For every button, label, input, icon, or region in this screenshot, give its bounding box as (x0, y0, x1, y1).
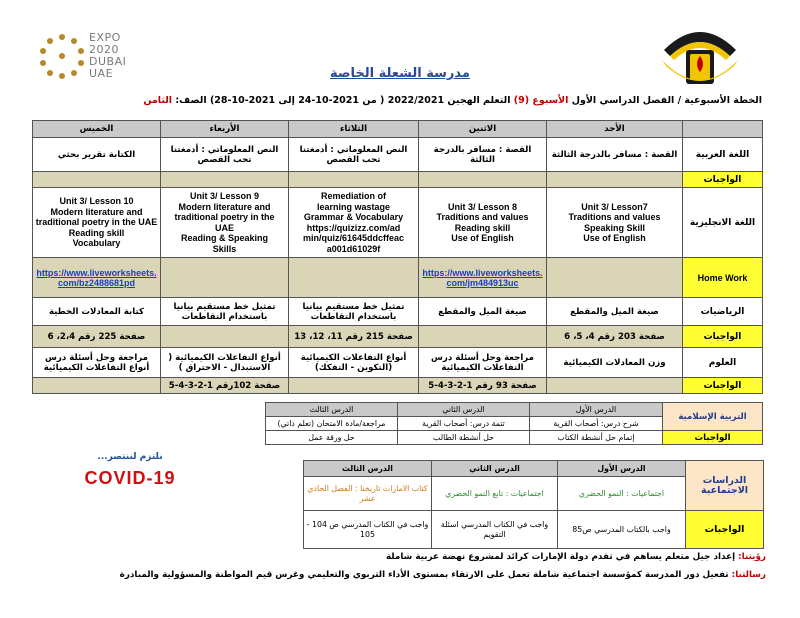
school-logo (652, 20, 748, 94)
plan-title (40, 95, 762, 106)
english-lesson-thursday: Unit 3/ Lesson 10 Modern literature and traditional poetry in the UAE Reading skill Vocabulary (33, 188, 161, 258)
math-homework-label: الواجبات (683, 326, 763, 348)
math-homework: صفحة 203 رقم 4، 5، 6 (547, 326, 683, 348)
islamic-homework: إتمام حل أنشطة الكتاب (530, 431, 663, 445)
islamic-lesson: مراجعة/مادة الامتحان (تعلم ذاتي) (266, 417, 398, 431)
social-homework: واجب بالكتاب المدرسي ص85 (558, 511, 686, 549)
home-work-label: Home Work (683, 258, 763, 298)
homework-link-thursday[interactable]: https://www.liveworksheets.com/bz2488681pd (33, 258, 161, 298)
science-homework-label: الواجبات (683, 378, 763, 394)
arabic-homework-label: الواجبات (683, 172, 763, 188)
mission-statement (40, 570, 766, 580)
english-lesson-wednesday: Unit 3/ Lesson 9 Modern literature and traditional poetry in the UAE Reading & Speaking Skills (161, 188, 289, 258)
math-homework: صفحة 215 رقم 11، 12، 13 (289, 326, 419, 348)
arabic-lesson: النص المعلوماتي : أدمغتنا تحب القصص (161, 138, 289, 172)
expo-line-3: DUBAI (89, 55, 127, 68)
subject-english: اللغة الانجليزية (683, 188, 763, 258)
plan-title-grade: الثامن (143, 95, 173, 106)
plan-title-part1: الخطة الأسبوعية / الفصل الدراسي الأول (568, 95, 762, 106)
expo-ring-icon (40, 34, 84, 78)
subject-science: العلوم (683, 348, 763, 378)
islamic-education-table (265, 402, 763, 445)
english-lesson-monday: Unit 3/ Lesson 8 Traditions and values Reading skill Use of English (419, 188, 547, 258)
islamic-lesson: تتمة درس: أصحاب القرية (398, 417, 530, 431)
social-header: الدرس الأول (558, 461, 686, 477)
vision-statement (40, 552, 766, 562)
mission-text: تفعيل دور المدرسة كمؤسسة اجتماعية شاملة تعمل على الارتقاء بمستوى الأداء التربوي والتعليمي وغرس قيم المواطنة والمسؤولية والمبادرة (119, 570, 732, 580)
math-homework: صفحة 225 رقم 2،4، 6 (33, 326, 161, 348)
weekly-plan-table (32, 120, 763, 394)
science-lesson: أنواع التفاعلات الكيميائية ( الاستبدال - الاحتراق ) (161, 348, 289, 378)
math-lesson: صيغة الميل والمقطع (419, 298, 547, 326)
arabic-row (33, 138, 763, 172)
expo-2020-logo (40, 28, 158, 84)
social-homework-label: الواجبات (686, 511, 764, 549)
math-lesson: تمثيل خط مستقيم بيانيا باستخدام التقاطعات (289, 298, 419, 326)
day-sunday: الأحد (547, 121, 683, 138)
social-homework: واجب في الكتاب المدرسي ص 104 - 105 (304, 511, 432, 549)
school-name: مدرسة الشعلة الخاصة (330, 66, 470, 81)
social-label: الدراسات الاجتماعية (686, 461, 764, 511)
science-homework: صفحة 93 رقم 1-2-3-4-5 (419, 378, 547, 394)
math-lesson: تمثيل خط مستقيم بيانيا باستخدام التقاطعات (161, 298, 289, 326)
covid-word: COVID-19 (84, 468, 176, 488)
math-lesson: صيغة الميل والمقطع (547, 298, 683, 326)
social-lesson: اجتماعيات : النمو الحضري (558, 477, 686, 511)
vision-key: رؤيتنا: (738, 552, 766, 562)
islamic-lesson: شرح درس: أصحاب القرية (530, 417, 663, 431)
social-header: الدرس الثاني (432, 461, 558, 477)
social-homework: واجب في الكتاب المدرسي اسئلة التقويم (432, 511, 558, 549)
plan-title-part2: التعلم الهجين 2022/2021 ( من 2021-10-24 إلى 2021-10-28) الصف: (172, 95, 514, 106)
social-header: الدرس الثالث (304, 461, 432, 477)
science-homework: صفحة 102رقم 1-2-3-4-5 (161, 378, 289, 394)
arabic-homework-row (33, 172, 763, 188)
islamic-header-row (266, 403, 763, 417)
english-row (33, 188, 763, 258)
science-lesson: أنواع التفاعلات الكيميائية (التكوين - التفكك) (289, 348, 419, 378)
science-homework-row (33, 378, 763, 394)
subject-arabic: اللغة العربية (683, 138, 763, 172)
corner-cell (683, 121, 763, 138)
social-lesson: اجتماعيات : تابع النمو الحضري (432, 477, 558, 511)
science-lesson: وزن المعادلات الكيميائية (547, 348, 683, 378)
english-lesson-sunday: Unit 3/ Lesson7 Traditions and values Speaking Skill Use of English (547, 188, 683, 258)
subject-math: الرياضيات (683, 298, 763, 326)
social-homework-row (304, 511, 764, 549)
arabic-lesson: القصة : مسافر بالدرجة الثالثة (547, 138, 683, 172)
expo-line-4: UAE (89, 67, 114, 80)
social-studies-table (303, 460, 764, 549)
math-lesson: كتابة المعادلات الخطية (33, 298, 161, 326)
islamic-homework: حل ورقة عمل (266, 431, 398, 445)
covid-banner (80, 452, 180, 512)
expo-line-1: EXPO (89, 31, 121, 44)
arabic-lesson: الكتابة تقرير بحثي (33, 138, 161, 172)
science-lesson: مراجعة وحل أسئلة درس أنواع التفاعلات الكيميائية (33, 348, 161, 378)
islamic-header: الدرس الأول (530, 403, 663, 417)
social-lesson: كتاب الامارات تاريخنا : الفصل الحادي عشر (304, 477, 432, 511)
expo-line-2: 2020 (89, 43, 119, 56)
islamic-header: الدرس الثاني (398, 403, 530, 417)
math-homework-row (33, 326, 763, 348)
english-homework-row (33, 258, 763, 298)
day-wednesday: الأربعاء (161, 121, 289, 138)
covid-slogan: نلتزم لننتصر... (97, 452, 163, 462)
homework-link-monday[interactable]: https://www.liveworksheets.com/jm484913uc (419, 258, 547, 298)
mission-key: رسالتنا: (731, 570, 766, 580)
islamic-homework-row (266, 431, 763, 445)
plan-title-week: الأسبوع (9) (513, 95, 569, 106)
islamic-header: الدرس الثالث (266, 403, 398, 417)
social-header-row (304, 461, 764, 477)
arabic-lesson: النص المعلوماتي : أدمغتنا تحب القصص (289, 138, 419, 172)
math-row (33, 298, 763, 326)
science-row (33, 348, 763, 378)
days-header-row (33, 121, 763, 138)
islamic-homework-label: الواجبات (663, 431, 763, 445)
science-lesson: مراجعة وحل أسئلة درس التفاعلات الكيميائية (419, 348, 547, 378)
day-thursday: الخميس (33, 121, 161, 138)
islamic-homework: حل أنشطة الطالب (398, 431, 530, 445)
vision-text: إعداد جيل متعلم يساهم في تقدم دولة الإمارات كرائد لمشروع نهضة عربية شاملة (385, 552, 739, 562)
day-tuesday: الثلاثاء (289, 121, 419, 138)
arabic-lesson: القصة : مسافر بالدرجة الثالثة (419, 138, 547, 172)
islamic-label: التربية الإسلامية (663, 403, 763, 431)
english-lesson-tuesday: Remediation of learning wastage Grammar & Vocabulary https://quizizz.com/ad min/quiz/61645ddcffeac a001d61029f (289, 188, 419, 258)
day-monday: الاثنين (419, 121, 547, 138)
